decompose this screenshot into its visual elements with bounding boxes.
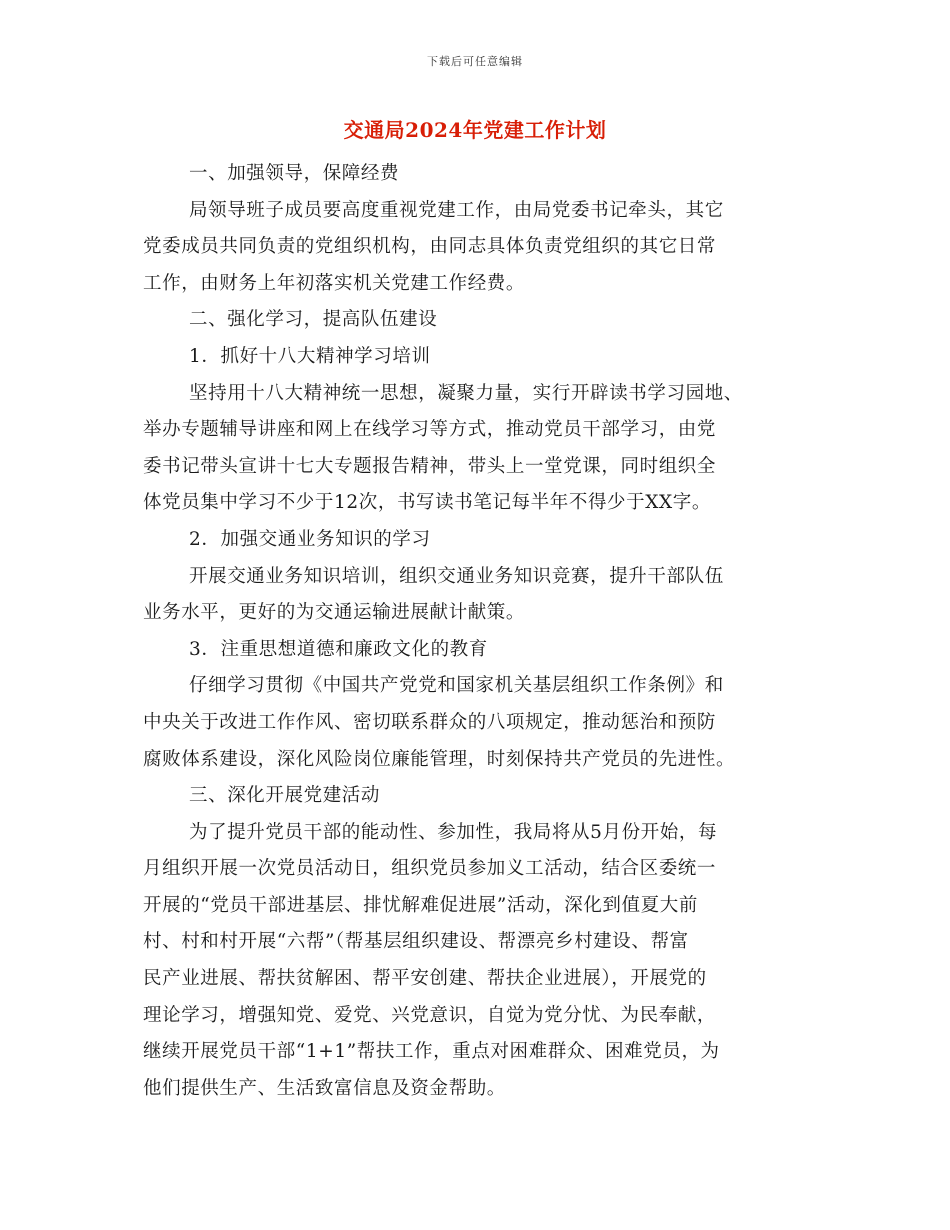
- text-line: 1．抓好十八大精神学习培训: [189, 345, 431, 367]
- text-line: 二、强化学习，提高队伍建设: [189, 309, 438, 331]
- document-body: [143, 156, 811, 1107]
- text-line: 理论学习，增强知党、爱党、兴党意识，自觉为党分忧、为民奉献，: [143, 1004, 717, 1026]
- text-line: 坚持用十八大精神统一思想，凝聚力量，实行开辟读书学习园地、: [189, 382, 743, 404]
- text-line: 工作，由财务上年初落实机关党建工作经费。: [143, 272, 526, 294]
- document-title: 交通局2024年党建工作计划: [343, 118, 607, 142]
- text-line: 民产业进展、帮扶贫解困、帮平安创建、帮扶企业进展），开展党的: [143, 968, 707, 990]
- text-line: 开展交通业务知识培训，组织交通业务知识竞赛，提升干部队伍: [189, 565, 724, 587]
- header-note: 下载后可任意编辑: [427, 55, 523, 68]
- text-line: 委书记带头宣讲十七大专题报告精神，带头上一堂党课，同时组织全: [143, 455, 717, 477]
- text-line: 2．加强交通业务知识的学习: [189, 528, 431, 550]
- text-line: 月组织开展一次党员活动日，组织党员参加义工活动，结合区委统一: [143, 858, 717, 880]
- text-line: 继续开展党员干部“1+1”帮扶工作，重点对困难群众、困难党员，为: [143, 1041, 720, 1063]
- text-line: 仔细学习贯彻《中国共产党党和国家机关基层组织工作条例》和: [189, 675, 724, 697]
- text-line: 3．注重思想道德和廉政文化的教育: [189, 638, 488, 660]
- text-line: 村、村和村开展“六帮”（帮基层组织建设、帮漂亮乡村建设、帮富: [143, 931, 689, 953]
- text-line: 一、加强领导，保障经费: [189, 163, 400, 184]
- text-line: 局领导班子成员要高度重视党建工作，由局党委书记牵头，其它: [189, 199, 724, 221]
- text-line: 为了提升党员干部的能动性、参加性，我局将从5月份开始，每: [189, 821, 718, 843]
- text-line: 党委成员共同负责的党组织机构，由同志具体负责党组织的其它日常: [143, 236, 717, 258]
- text-line: 三、深化开展党建活动: [189, 785, 381, 807]
- text-line: 腐败体系建设，深化风险岗位廉能管理，时刻保持共产党员的先进性。: [143, 748, 736, 770]
- text-line: 中央关于改进工作作风、密切联系群众的八项规定，推动惩治和预防: [143, 711, 717, 733]
- text-line: 他们提供生产、生活致富信息及资金帮助。: [143, 1077, 506, 1099]
- text-line: 举办专题辅导讲座和网上在线学习等方式，推动党员干部学习，由党: [143, 419, 717, 441]
- text-line: 业务水平，更好的为交通运输进展献计献策。: [143, 602, 526, 624]
- text-line: 体党员集中学习不少于12次，书写读书笔记每半年不得少于XX字。: [143, 492, 711, 514]
- text-line: 开展的“党员干部进基层、排忧解难促进展”活动，深化到值夏大前: [143, 894, 698, 916]
